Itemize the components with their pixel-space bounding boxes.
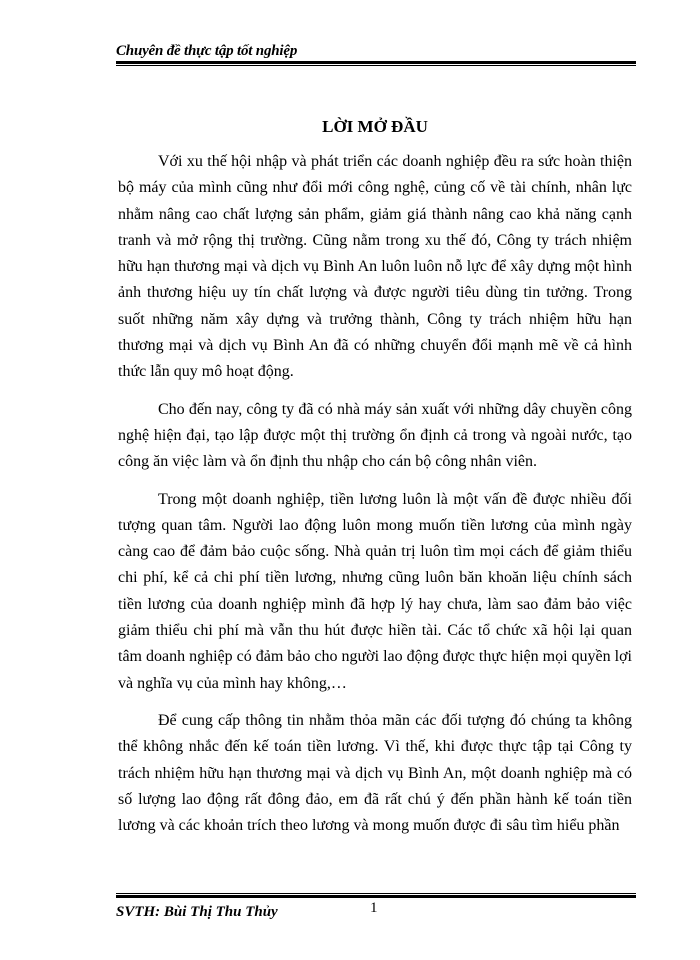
document-body <box>118 115 632 850</box>
document-title: LỜI MỞ ĐẦU <box>322 117 428 136</box>
paragraph-1: Với xu thế hội nhập và phát triển các doanh nghiệp đều ra sức hoàn thiện bộ máy của mình cũng như đổi mới công nghệ, củng cố về tài chính, nhân lực nhằm nâng cao chất lượng sản phẩm, giảm giá thành nâng cao khả năng cạnh tranh và mở rộng thị trường. Cũng nằm trong xu thế đó, Công ty trách nhiệm hữu hạn thương mại và dịch vụ Bình An luôn luôn nỗ lực để xây dựng một hình ảnh thương hiệu uy tín chất lượng và được người tiêu dùng tin tưởng. Trong suốt những năm xây dựng và trưởng thành, Công ty trách nhiệm hữu hạn thương mại và dịch vụ Bình An đã có những chuyển đổi mạnh mẽ về cả hình thức lẫn quy mô hoạt động. <box>118 153 632 381</box>
page-header <box>116 42 636 60</box>
paragraph-3: Trong một doanh nghiệp, tiền lương luôn là một vấn đề được nhiều đối tượng quan tâm. Người lao động luôn mong muốn tiền lương của mình ngày càng cao để đảm bảo cuộc sống. Nhà quản trị luôn tìm mọi cách để giảm thiểu chi phí, kể cả chi phí tiền lương, nhưng cũng luôn băn khoăn liệu chính sách tiền lương của doanh nghiệp mình đã hợp lý hay chưa, làm sao đảm bảo việc giảm thiểu chi phí mà vẫn thu hút được hiền tài. Các tổ chức xã hội lại quan tâm doanh nghiệp có đảm bảo cho người lao động được thực hiện mọi quyền lợi và nghĩa vụ của mình hay không,… <box>118 490 632 692</box>
footer-rule <box>116 893 636 898</box>
paragraph-4: Để cung cấp thông tin nhằm thỏa mãn các đối tượng đó chúng ta không thể không nhắc đến kế toán tiền lương. Vì thế, khi được thực tập tại Công ty trách nhiệm hữu hạn thương mại và dịch vụ Bình An, một doanh nghiệp mà có số lượng lao động rất đông đảo, em đã rất chú ý đến phần hành kế toán tiền lương và các khoản trích theo lương và mong muốn được đi sâu tìm hiểu phần <box>118 711 632 835</box>
footer-author: SVTH: Bùi Thị Thu Thủy <box>116 904 278 920</box>
header-rule <box>116 61 636 66</box>
paragraph-2: Cho đến nay, công ty đã có nhà máy sản xuất với những dây chuyền công nghệ hiện đại, tạo lập được một thị trường ổn định cả trong và ngoài nước, tạo công ăn việc làm và ổn định thu nhập cho cán bộ công nhân viên. <box>118 400 632 471</box>
header-title: Chuyên đề thực tập tốt nghiệp <box>116 43 298 59</box>
page-number: 1 <box>370 900 378 916</box>
